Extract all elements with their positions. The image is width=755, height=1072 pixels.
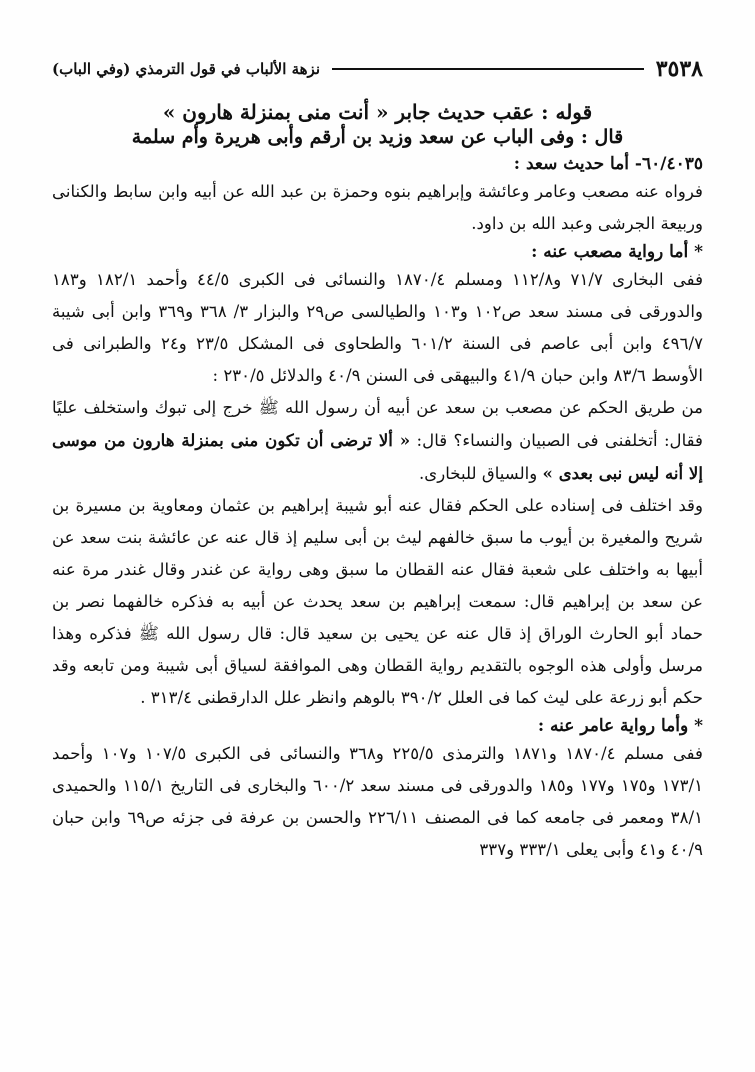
- paragraph: وقد اختلف فى إسناده على الحكم فقال عنه أبو شيبة إبراهيم بن عثمان ومعاوية بن مسيرة بن شريح والمغيرة بن أيوب ما سبق خالفهم ليث بن أبى سليم إذ قال عنه عن عائشة بنت سعد عن أبيها به واختلف على شعبة فقال عنه القطان ما سبق وهى رواية عن غندر وقال غندر مرة عنه عن سعد بن إبراهيم قال: سمعت إبراهيم بن سعد يحدث عن أبيه به فذكره خالفهما نصر بن حماد أبو الحارث الوراق إذ قال عنه عن يحيى بن سعيد قال: قال رسول الله ﷺ فذكره وهذا مرسل وأولى هذه الوجوه بالتقديم رواية القطان وهى الموافقة لسياق أبى شيبة ومن تابعه وقد حكم أبو زرعة على ليث كما فى العلل ٣٩٠/٢ بالوهم وانظر علل الدارقطنى ٣١٣/٤ .: [52, 496, 703, 707]
- bullet-heading: * أما رواية مصعب عنه :: [531, 242, 703, 262]
- bullet-heading: * وأما رواية عامر عنه :: [537, 716, 703, 736]
- page-header: [52, 52, 703, 86]
- running-title: نزهة الألباب في قول الترمذي (وفي الباب): [52, 60, 320, 78]
- page-number: ٣٥٣٨: [655, 56, 703, 82]
- chapter-subheading: قال : وفى الباب عن سعد وزيد بن أرقم وأبى هريرة وأم سلمة: [131, 126, 624, 148]
- header-rule: [332, 68, 644, 70]
- paragraph-text: والسياق للبخارى.: [418, 464, 543, 483]
- section-heading: ٦٠/٤٠٣٥- أما حديث سعد :: [513, 154, 703, 174]
- paragraph: [52, 392, 703, 490]
- chapter-heading: قوله : عقب حديث جابر « أنت منى بمنزلة هارون »: [162, 100, 593, 124]
- paragraph-text: من طريق الحكم عن مصعب بن سعد عن أبيه أن رسول الله ﷺ خرج إلى تبوك واستخلف عليًا فقال: أتخلفنى فى الصبيان والنساء؟ قال:: [52, 398, 703, 450]
- hadith-quote: « ألا ترضى أن تكون منى بمنزلة هارون من موسى إلا أنه ليس نبى بعدى »: [52, 430, 703, 483]
- paragraph: ففى البخارى ٧١/٧ و١١٢/٨ ومسلم ١٨٧٠/٤ والنسائى فى الكبرى ٤٤/٥ وأحمد ١٨٢/١ و١٨٣ والدورقى فى مسند سعد ص١٠٢ و١٠٣ والطيالسى ص٢٩ والبزار ٣/ ٣٦٨ و٣٦٩ وابن أبى شيبة ٤٩٦/٧ وابن أبى عاصم فى السنة ٦٠١/٢ والطحاوى فى المشكل ٢٣/٥ و٢٤ والطبرانى فى الأوسط ٨٣/٦ وابن حبان ٤١/٩ والبيهقى فى السنن ٤٠/٩ والدلائل ٢٣٠/٥ :: [52, 270, 704, 385]
- paragraph: ففى مسلم ١٨٧٠/٤ و١٨٧١ والترمذى ٢٢٥/٥ و٣٦٨ والنسائى فى الكبرى ١٠٧/٥ و١٠٧ وأحمد ١٧٣/١ و١٧٥ و١٧٧ و١٨٥ والدورقى فى مسند سعد ٦٠٠/٢ والبخارى فى التاريخ ١١٥/١ والحميدى ٣٨/١ ومعمر فى جامعه كما فى المصنف ٢٢٦/١١ والحسن بن عرفة فى جزئه ص٦٩ وابن حبان ٤٠/٩ و٤١ وأبى يعلى ٣٣٣/١ و٣٣٧: [52, 744, 703, 859]
- paragraph: فرواه عنه مصعب وعامر وعائشة وإبراهيم بنوه وحمزة بن عبد الله عن أبيه وابن سابط والكنانى وربيعة الجرشى وعبد الله بن داود.: [52, 182, 703, 233]
